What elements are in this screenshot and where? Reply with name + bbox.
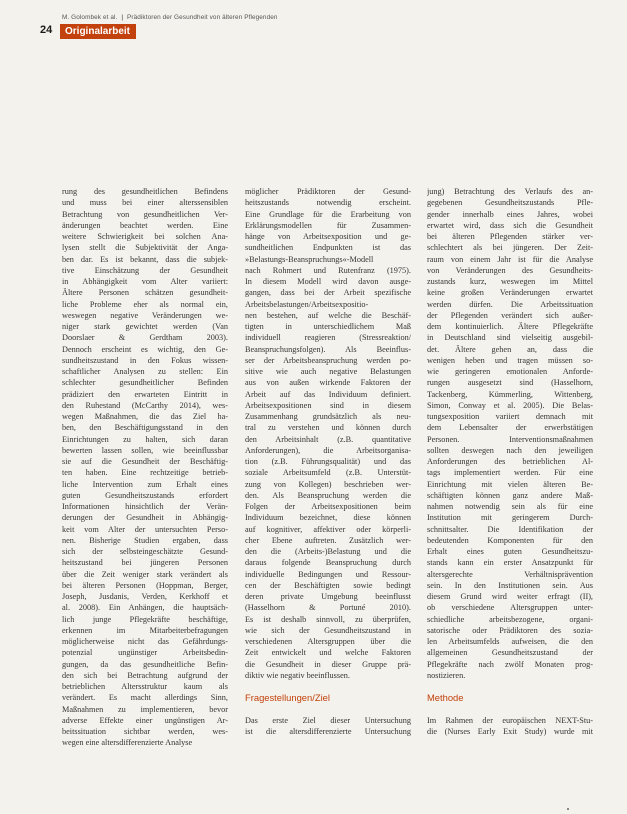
text-line: Zusammenhang grundsätzlich als neu- [245,412,411,421]
paragraph-gap [427,681,593,692]
text-line: Anforderungen des betrieblichen Al- [427,457,593,466]
text-line: tion (z.B. Führungsqualität) und das [245,457,411,466]
text-line: sich der selbsteingeschätzte Gesund- [62,547,228,556]
text-line: in Abhängigkeit vom Alter variiert: [62,277,228,286]
text-line: satorische oder Prädiktoren des sozia- [427,625,593,635]
text-line: die (Nurses Early Exit Study) wurde mit [427,727,593,736]
paragraph-gap [427,704,593,715]
text-line: sollten deswegen nach den jeweiligen [427,445,593,455]
running-head-title: Prädiktoren der Gesundheit von älteren Pflegenden [126,14,278,21]
text-line: al. 2008). Ein Anhängen, die hauptsäch- [62,603,228,613]
text-line: heitszustands notwendig erscheint. [245,198,411,208]
text-line: nen. Bisherige Studien ergaben, dass [62,535,228,545]
page-number: 24 [40,24,53,36]
text-line: Pflegekräfte nach zwölf Monaten prog- [427,659,593,669]
text-line: gangen, dass bei der Arbeit spezifische [245,288,411,298]
section-heading: Methode [427,692,464,704]
text-line: len Arbeitsumfelds aufweisen, die den [427,637,593,646]
text-line: verschiedenen Altersgruppen über die [245,637,411,646]
text-line: Erklärungsmodellen für Zusammen- [245,220,411,230]
text-line: bedeutenden Komponenten für den [427,535,593,545]
text-line: nostizieren. [427,670,466,680]
text-line: ben dar. Es ist bekannt, dass die subjek- [62,254,228,264]
text-line: ser der Arbeitsbeanspruchung werden po- [245,355,411,365]
text-line: aus von außen wirkende Faktoren der [245,378,411,388]
text-line: Arbeitsbelastungen/Arbeitsexpositio- [245,299,369,309]
text-line: möglicher Prädiktoren der Gesund- [245,187,411,196]
text-line: tigten in unterschiedlichem Maß [245,322,411,331]
text-line: Einrichtungen zu halten, sich daran [62,434,228,444]
text-line: Erhalt eines guten Gesundheitszu- [427,547,593,556]
text-line: änderungen beachtet werden. Eine [62,220,228,230]
text-line: keine großen Veränderungen erwartet [427,288,593,298]
text-line: niger stark gewichtet werden (Van [62,322,228,331]
text-line: gungen, da das gesundheitliche Befin- [62,659,228,669]
text-line: heitszustand bei jüngeren Personen [62,558,228,568]
text-line: Im Rahmen der europäischen NEXT-Stu- [427,715,593,725]
text-line: derungen der Gesundheit in Abhängig- [62,513,228,523]
text-line: tags implementiert werden. Für eine [427,468,593,478]
text-line: den die (Arbeits-)Belastung und die [245,547,411,556]
text-line: sundheitszustand in den Fokus wissen- [62,355,228,365]
text-line: den. Als Beanspruchung werden die [245,490,411,500]
text-line: und muss bei einer alterssensiblen [62,198,228,208]
text-line: Dennoch erscheint es wichtig, den Ge- [62,344,228,354]
text-line: wenigen heben und tragen müssen so- [427,355,593,365]
text-line: Beanspruchungsfolgen). Als Beeinflus- [245,344,411,354]
text-line: stands kann ein erster Ansatzpunkt für [427,558,593,568]
text-line: raum von einem Jahr ist für die Analyse [427,254,593,264]
text-line: rung des gesundheitlichen Befindens [62,187,228,196]
text-line: Doorslaer & Gerdtham 2003). [62,333,228,343]
text-line: diktiv wie negativ beeinflussen. [245,670,350,680]
text-line: weitere Schwierigkeit bei solchen Ana- [62,232,228,241]
text-line: schaftlicher Analysen zu stellen: Ein [62,367,228,376]
text-line: lich junge Pflegekräfte beschäftige, [62,614,228,624]
text-line: betrieblichen Altersstruktur kaum als [62,682,228,691]
text-line: jung) Betrachtung des Verlaufs des an- [427,187,593,196]
text-line: Arbeit auf das Individuum definiert. [245,389,411,399]
paragraph-gap [245,704,411,715]
text-line: Simon, Conway et al. 2005). Die Belas- [427,400,593,410]
text-line: den sich bei Betrachtung aufgrund der [62,670,228,680]
text-column-2 [245,186,411,737]
text-line: Folgen der Arbeitsexpositionen beim [245,502,411,511]
text-line: nahmen notwendig sein als für eine [427,502,593,511]
text-line: wegen eine altersdifferenzierte Analyse [62,738,193,748]
text-line: deren private Umgebung beeinflusst [245,592,411,601]
text-line: Einrichtung mit vielen älteren Be- [427,479,593,489]
text-line: gender innerhalb eines Jahres, wobei [427,209,593,219]
text-line: ob verschiedene Altersgruppen unter- [427,603,593,613]
text-line: erkennen im Mitarbeiterbefragungen [62,625,228,635]
text-line: (Hasselhorn & Portuné 2010). [245,603,411,613]
text-line: cher Ebene auftreten. Zusätzlich wer- [245,535,411,545]
text-line: auf kognitiver, affektiver oder körperli- [245,524,411,534]
section-tag: Originalarbeit [60,24,136,39]
text-line: nach Rohmert und Rutenfranz (1975). [245,265,411,275]
text-line: bewerten lassen sollen, wie beeinflussbar [62,445,228,455]
text-line: potenzial ungünstiger Arbeitsbedin- [62,648,228,658]
text-line: »Belastungs-Beanspruchungs«-Modell [245,254,374,264]
text-column-1 [62,186,228,749]
text-line: schiedliche arbeitsbezogene, organi- [427,614,593,624]
text-line: Arbeitsexpositionen sind in diesem [245,400,411,410]
running-head-separator: | [121,14,124,21]
text-line: schäftigten können ganz andere Maß- [427,490,593,500]
text-column-3 [427,186,593,737]
text-line: Das erste Ziel dieser Untersuchung [245,715,411,725]
text-line: schlechter gesundheitlicher Befinden [62,378,228,388]
text-line: die Gesundheit in dieser Gruppe prä- [245,659,411,669]
text-line: soziale Arbeitsumfeld (z.B. Unterstüt- [245,468,411,478]
text-line: individuelle Bedingungen und Ressour- [245,569,411,579]
text-line: tral zu verstehen und können durch [245,423,411,433]
text-line: Personen. Interventionsmaßnahmen [427,434,593,444]
text-line: altersgerechte Verhältnisprävention [427,569,593,579]
text-line: liche Probleme eher als normal ein, [62,299,228,309]
text-line: Anforderungen), die Arbeitsorganisa- [245,445,411,455]
text-line: Informationen hinsichtlich der Verän- [62,502,228,511]
text-line: zung von Kollegen) beschrieben wer- [245,479,411,489]
running-head-authors: M. Golombek et al. [62,14,118,21]
text-line: schlechtert als bei jüngeren. Der Zeit- [427,243,593,253]
text-line: diesem Grund wird weiter erfragt (II), [427,592,593,601]
text-line: Betrachtung von gesundheitlichen Ver- [62,209,228,219]
text-line: tungsexposition variiert demnach mit [427,412,593,421]
text-line: gegebenen Gesundheitszustands Pfle- [427,198,593,208]
text-line: wie geringeren emotionalen Anforde- [427,367,593,376]
text-line: den Arbeitsinhalt (z.B. quantitative [245,434,411,444]
text-line: ten haben. Eine rechtzeitige betrieb- [62,468,228,478]
text-line: werden dürfen. Die Arbeitssituation [427,299,593,309]
text-line: sitive wie auch negative Belastungen [245,367,411,376]
text-line: allgemeinen Gesundheitszustand der [427,648,593,658]
section-heading: Fragestellungen/Ziel [245,692,330,704]
text-line: von Veränderungen des Gesundheits- [427,265,593,275]
text-line: dem Lebensalter der erwerbstätigen [427,423,593,433]
text-line: prädiziert den erwarteten Eintritt in [62,389,228,399]
text-line: tive Einschätzung der Gesundheit [62,265,228,275]
text-line: Joseph, Jusdanis, Verden, Kerkhoff et [62,592,228,601]
text-line: Tackenberg, Kümmerling, Wittenberg, [427,389,593,399]
text-line: Es ist deshalb sinnvoll, zu überprüfen, [245,614,411,624]
text-line: in Deutschland sind vielseitig ausgebil- [427,333,593,343]
text-line: Individuum bezeichnet, diese können [245,513,411,523]
text-line: bei älteren Pflegenden stärker ver- [427,232,593,241]
text-line: In diesem Modell wird davon ausge- [245,277,411,286]
text-line: sein. In den Institutionen sein. Aus [427,580,593,590]
page-mark [567,808,569,810]
text-line: Ältere Personen schätzen gesundheit- [62,288,228,298]
paragraph-gap [245,681,411,692]
text-line: schnittsalter. Die Identifikation der [427,524,593,534]
text-line: keit vom Alter der untersuchten Perso- [62,524,228,534]
text-line: adverse Effekte einer ungünstigen Ar- [62,715,228,725]
text-line: nen bestehen, auf welche die Beschäf- [245,310,411,320]
text-line: hänge von Arbeitsexposition und ge- [245,232,411,241]
text-line: wegen Maßnahmen, die das Ziel ha- [62,412,228,421]
text-line: Eine Grundlage für die Erarbeitung von [245,209,411,219]
text-line: sie auf die Gesundheit der Beschäftig- [62,457,228,466]
text-line: über die Zeit weniger stark verändert als [62,569,228,579]
text-line: det. Ältere gehen an, dass die [427,344,593,354]
running-head [62,14,278,21]
text-line: der Pflegenden verändert sich außer- [427,310,593,320]
text-line: möglicherweise nicht das Gefährdungs- [62,637,228,646]
text-line: den Ruhestand (McCarthy 2014), wes- [62,400,228,410]
text-line: dem kontinuierlich. Ältere Pflegekräfte [427,322,593,331]
text-line: Maßnahmen zu implementieren, bevor [62,704,228,714]
text-line: cen der Beschäftigten sowie bedingt [245,580,411,590]
text-line: liche Intervention zum Erhalt eines [62,479,228,489]
text-line: ben, den Beschäftigungsstand in den [62,423,228,433]
text-line: rungen ausgesetzt sind (Hasselhorn, [427,378,593,388]
text-line: bei älteren Personen (Hoppman, Berger, [62,580,228,590]
text-line: sundheitlichen Endpunkten ist das [245,243,411,253]
text-line: daraus folgende Beanspruchung durch [245,558,411,568]
text-line: lysen stellt die Subjektivität der Anga- [62,243,228,253]
text-line: weswegen negative Veränderungen we- [62,310,228,320]
text-line: ist die altersdifferenzierte Untersuchung [245,727,411,736]
text-line: zustands kurz, weswegen im Mittel [427,277,593,286]
text-line: erwartet wird, dass sich die Gesundheit [427,220,593,230]
text-line: Zeit entwickelt und welche Faktoren [245,648,411,658]
text-line: verändert. Es macht allerdings Sinn, [62,693,228,703]
text-line: guten Gesundheitszustands erfordert [62,490,228,500]
text-line: Institution mit geringerem Durch- [427,513,593,523]
text-line: wie sich der Gesundheitszustand in [245,625,411,635]
text-line: individuell reagieren (Stressreaktion/ [245,333,411,343]
text-line: beitssituation sichtbar werden, wes- [62,727,228,736]
